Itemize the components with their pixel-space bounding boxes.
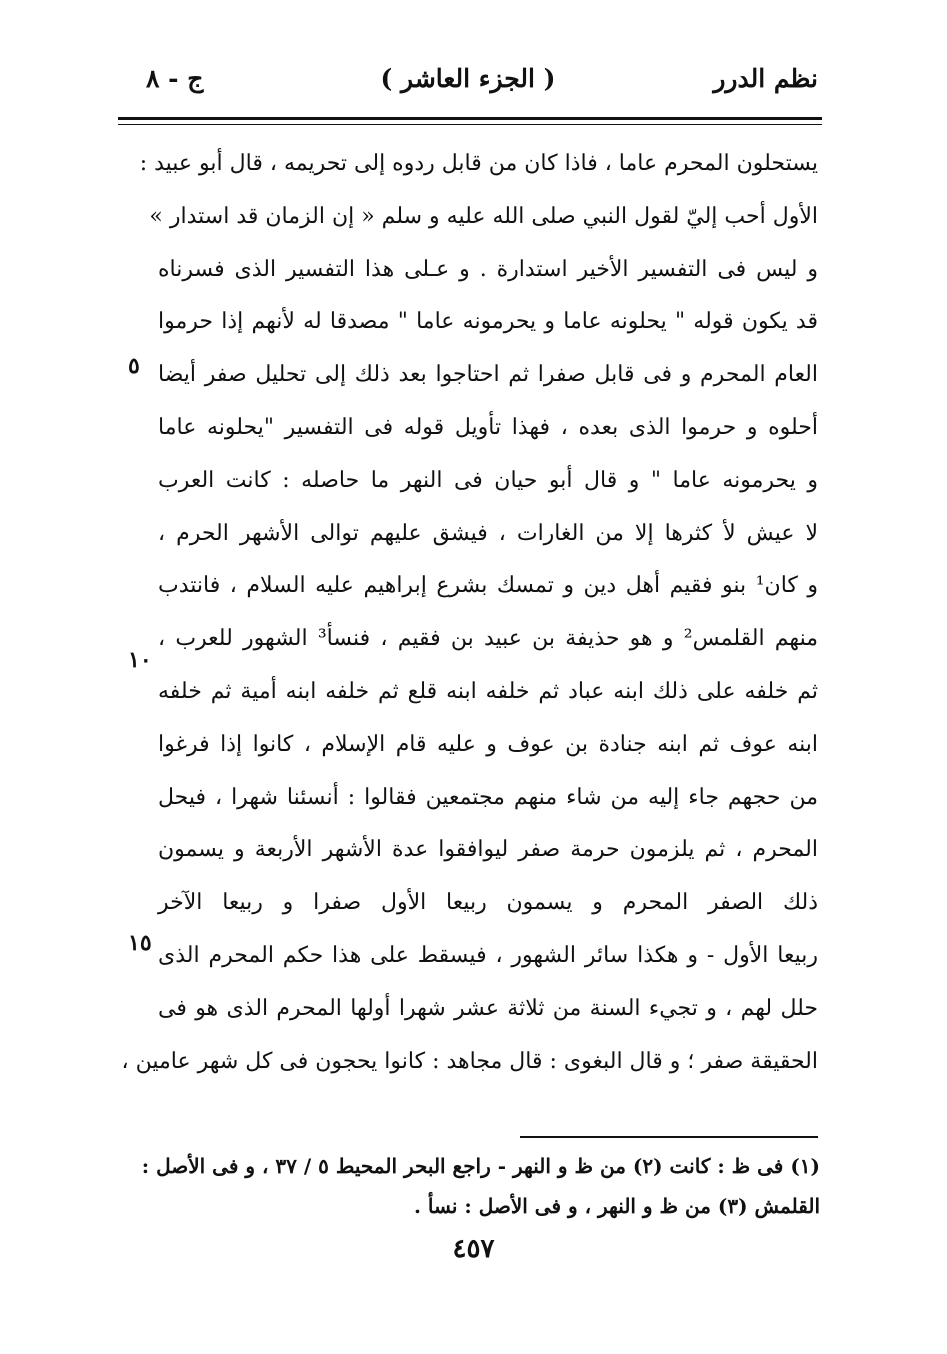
text-line-15: ذلك الصفر المحرم و يسمون ربيعا الأول صفرا و ربيعا الآخر [158, 890, 818, 916]
text-line-9: و كان¹ بنو فقيم أهل دين و تمسك بشرع إبراهيم عليه السلام ، فانتدب [158, 573, 819, 599]
text-line-11: ثم خلفه على ذلك ابنه عباد ثم خلفه ابنه قلع ثم خلفه ابنه أمية ثم خلفه [158, 678, 818, 704]
footnotes [141, 1146, 820, 1226]
running-header [118, 64, 818, 108]
text-line-7: و يحرمونه عاما " و قال أبو حيان فى النهر ما حاصله : كانت العرب [158, 467, 818, 493]
part-title: ( الجزء العاشر ) [380, 64, 556, 93]
text-line-10: منهم القلمس² و هو حذيفة بن عبيد بن فقيم ، فنسأ³ الشهور للعرب ، [158, 626, 818, 652]
margin-line-number-10: ١٠ [128, 647, 152, 673]
margin-line-number-15: ١٥ [128, 930, 152, 956]
text-line-18: الحقيقة صفر ؛ و قال البغوى : قال مجاهد : كانوا يحجون فى كل شهر عامين ، [121, 1048, 818, 1074]
text-line-8: لا عيش لأ كثرها إلا من الغارات ، فيشق عليهم توالى الأشهر الحرم ، [158, 520, 819, 546]
text-line-16: ربيعا الأول - و هكذا سائر الشهور ، فيسقط على هذا حكم المحرم الذى [158, 942, 818, 968]
text-line-4: قد يكون قوله " يحلونه عاما و يحرمونه عاما " مصدقا له لأنهم إذا حرموا [158, 309, 818, 335]
footnote-line-1: (١) فى ظ : كانت (٢) من ظ و النهر - راجع البحر المحيط ٥ / ٣٧ ، و فى الأصل : [141, 1154, 820, 1178]
book-title: نظم الدرر [713, 64, 818, 93]
text-line-12: ابنه عوف ثم ابنه جنادة بن عوف و عليه قام الإسلام ، كانوا إذا فرغوا [158, 731, 818, 757]
header-rule-thick [118, 117, 822, 120]
footnote-separator [520, 1136, 818, 1138]
header-rule-thin [118, 124, 822, 125]
text-line-6: أحلوه و حرموا الذى بعده ، فهذا تأويل قوله فى التفسير "يحلونه عاما [158, 414, 818, 440]
text-line-5: العام المحرم و فى قابل صفرا ثم احتاجوا بعد ذلك إلى تحليل صفر أيضا [158, 362, 818, 388]
page-number: ٤٥٧ [452, 1234, 495, 1264]
text-line-1: يستحلون المحرم عاما ، فاذا كان من قابل ردوه إلى تحريمه ، قال أبو عبيد : [139, 151, 818, 176]
volume-label: ج - ٨ [146, 64, 204, 93]
margin-line-number-5: ٥ [128, 353, 140, 379]
text-line-14: المحرم ، ثم يلزمون حرمة صفر ليوافقوا عدة الأشهر الأربعة و يسمون [158, 837, 818, 863]
text-line-13: من حجهم جاء إليه من شاء منهم مجتمعين فقالوا : أنسئنا شهرا ، فيحل [158, 784, 818, 810]
text-line-2: الأول أحب إليّ لقول النبي صلى الله عليه و سلم « إن الزمان قد استدار » [149, 203, 818, 229]
text-line-17: حلل لهم ، و تجيء السنة من ثلاثة عشر شهرا أولها المحرم الذى هو فى [158, 995, 818, 1021]
footnote-line-2: القلمش (٣) من ظ و النهر ، و فى الأصل : نسأ . [414, 1194, 820, 1218]
text-line-3: و ليس فى التفسير الأخير استدارة . و عـلى هذا التفسير الذى فسرناه [158, 256, 818, 282]
